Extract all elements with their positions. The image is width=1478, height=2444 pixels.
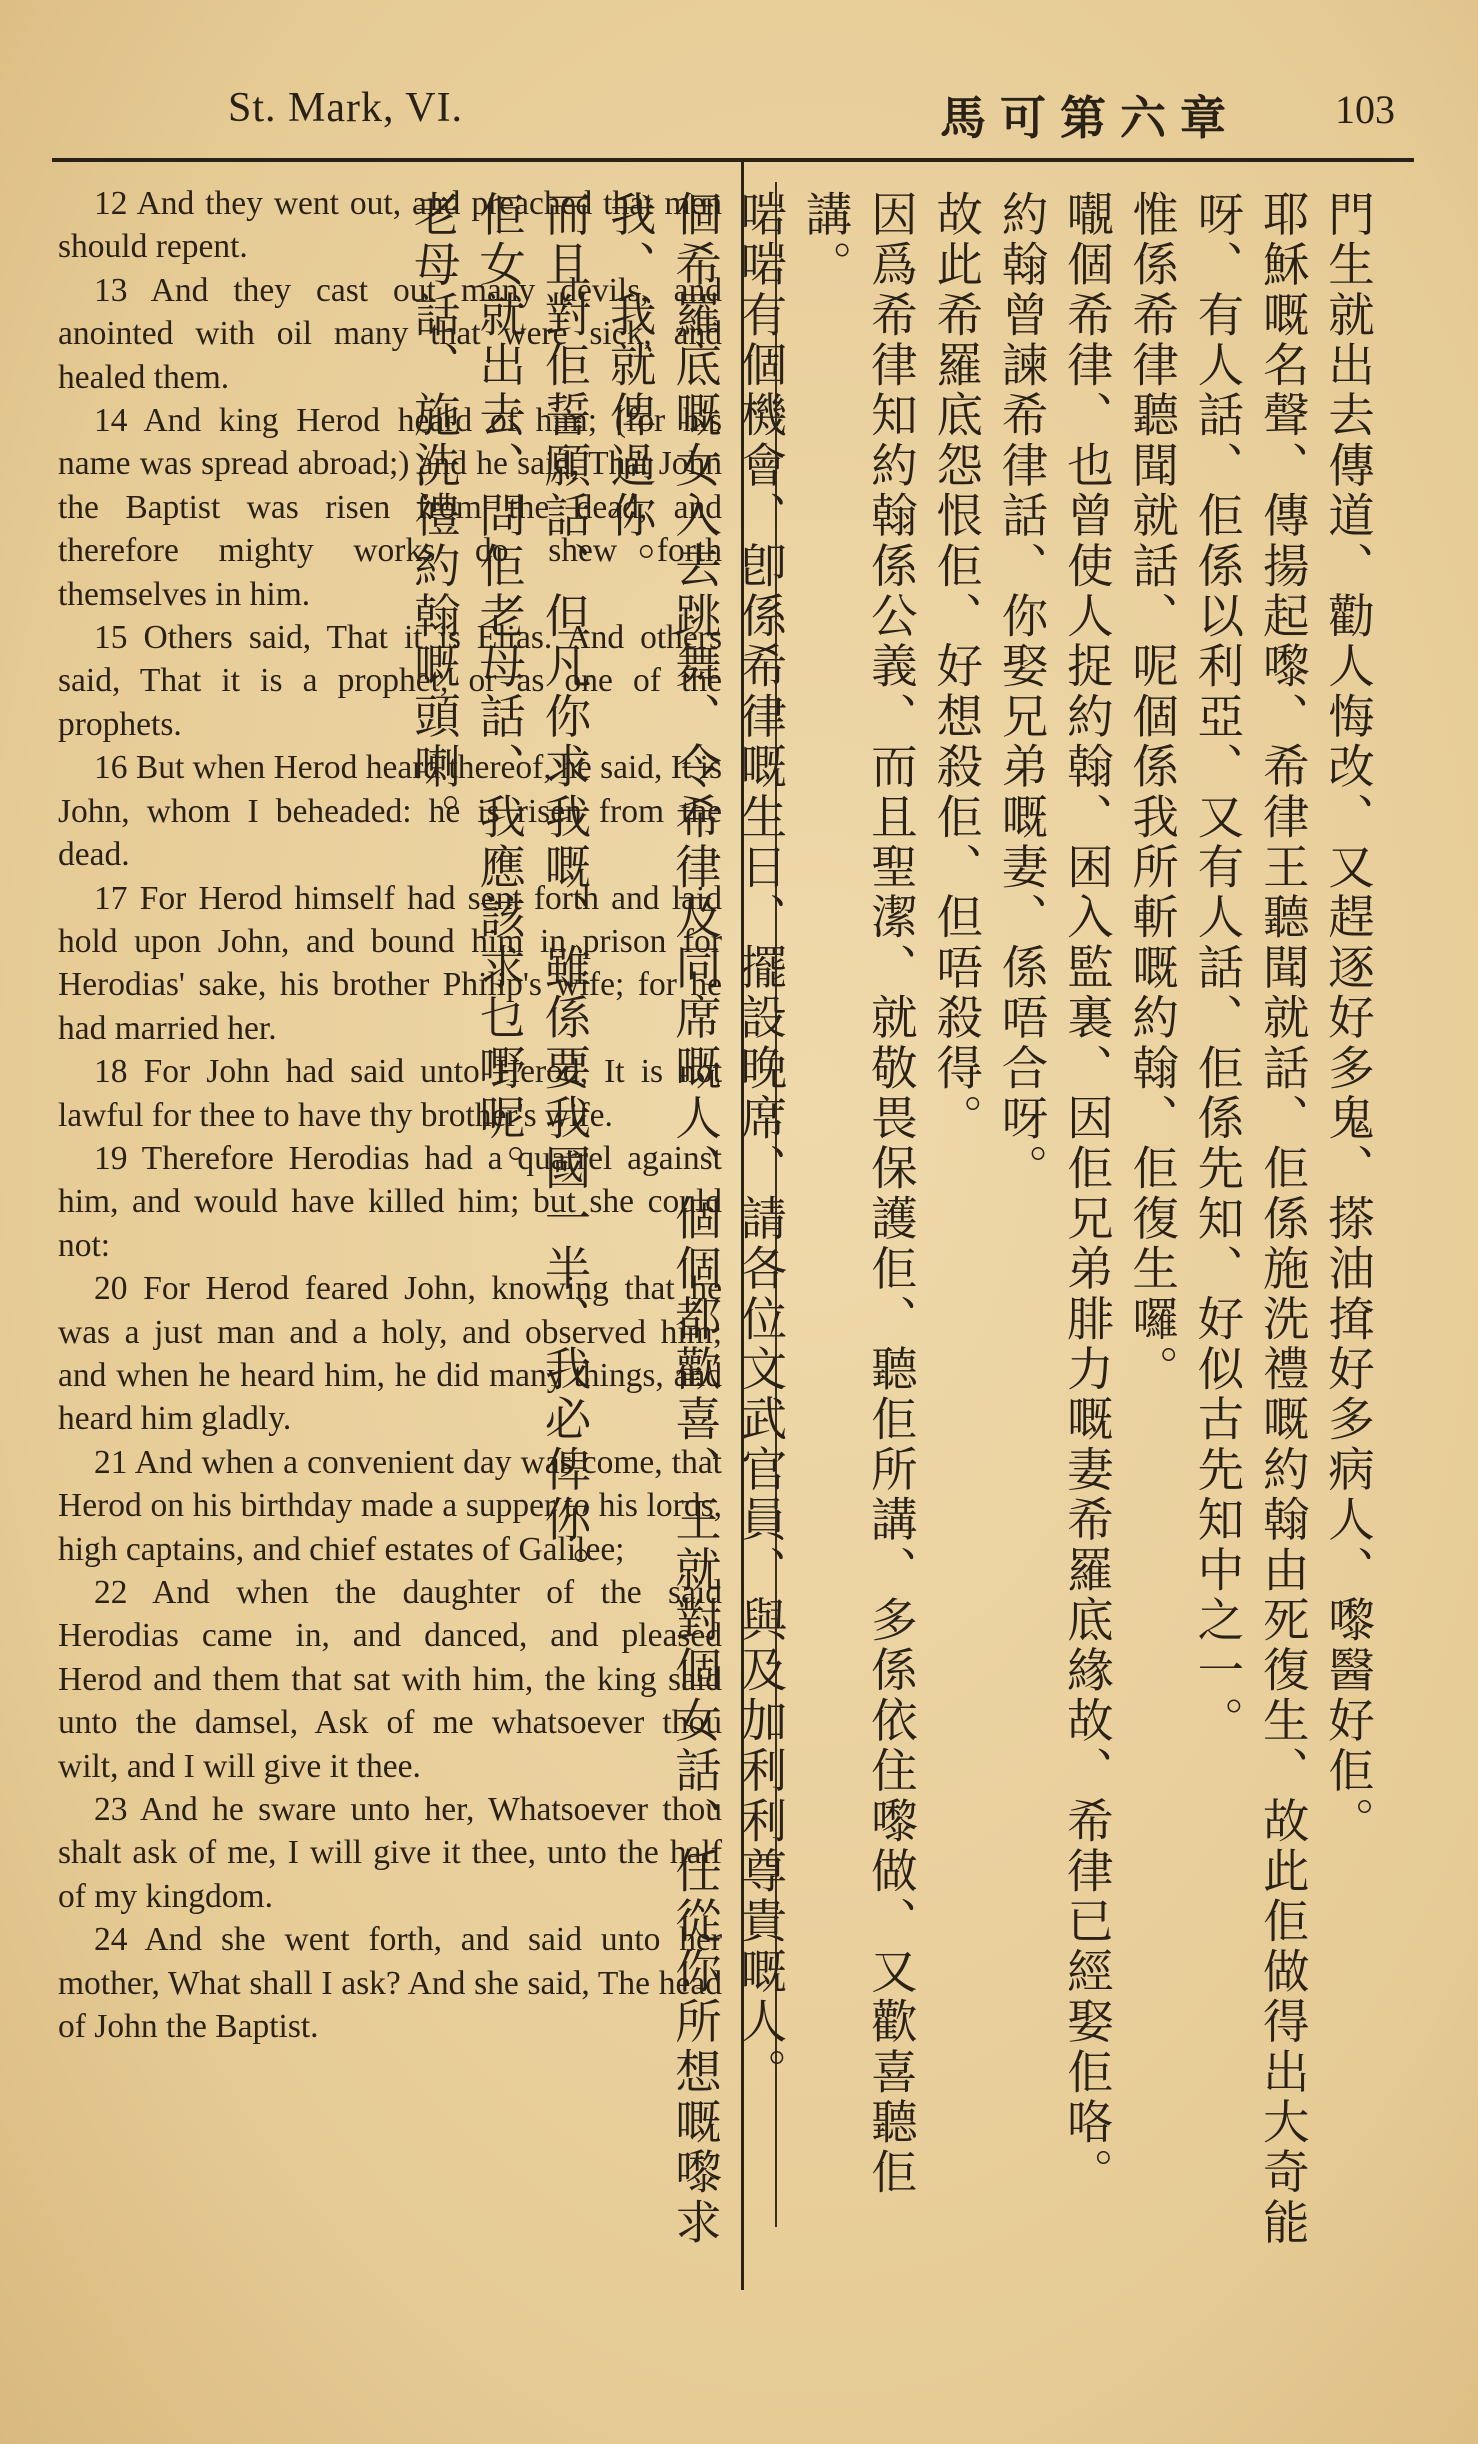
verse-23: 23 And he sware unto her, Whatsoever thou shalt ask of me, I will give it thee, unto the half of my kingdom.: [58, 1791, 722, 1915]
verse-15: 15 Others said, That it is Elias. And others said, That it is a prophet, or as one of the prophets.: [58, 619, 722, 743]
verse-22: 22 And when the daughter of the said Herodias came in, and danced, and pleased Herod and them that sat with him, the king said unto the damsel, Ask of me whatsoever thou wilt, and I will give it thee.: [58, 1574, 722, 1785]
header-rule: [52, 158, 1414, 162]
chinese-verse-12: 門生就出去傳道、勸人悔改、又趕逐好多鬼、搽油𢱕好多病人、嚟醫好佢。: [1321, 190, 1375, 1847]
verse-19: 19 Therefore Herodias had a quarrel against him, and would have killed him; but she could not:: [58, 1139, 722, 1264]
chinese-verse-24b: 老母話、施洗禮約翰嘅頭喇。: [406, 190, 461, 843]
chinese-verse-23: 而且對佢誓願話、但凡你求我嘅、雖係要我國一半、我必俾你。: [537, 190, 592, 1596]
chinese-verse-24: 佢女就出去、問佢老母話、我應該求乜嘢呢。: [472, 190, 527, 1194]
verse-12: 12 And they went out, and preached that men should repent.: [58, 185, 722, 266]
chinese-verse-18: 約翰曾諫希律話、你娶兄弟嘅妻、係唔合呀。: [994, 190, 1049, 1194]
verse-20: 20 For Herod feared John, knowing that he was a just man and a holy, and observed him; and when he heard him, he did many things, and heard him gladly.: [58, 1270, 722, 1438]
chinese-column: [406, 190, 1380, 2270]
chinese-verse-19: 故此希羅底怨恨佢、好想殺佢、但唔殺得。: [929, 190, 984, 1144]
chinese-verse-17: 𡃁個希律、也曾使人捉約翰、困入監裏、因佢兄弟腓力嘅妻希羅底緣故、希律已經娶佢咯。: [1059, 190, 1114, 2198]
verse-17: 17 For Herod himself had sent forth and laid hold upon John, and bound him in prison for Herodias' sake, his brother Philip's wife; for he had married her.: [58, 879, 722, 1047]
chinese-verse-20: 因爲希律知約翰係公義、而且聖潔、就敬畏保護佢、聽佢所講、多係依住嚟做、又歡喜聽佢講。: [798, 190, 918, 2198]
chinese-verse-22: 個希羅底嘅女入去跳舞、令希律及同席嘅人、個個都歡喜、王就對個女話、任從你所想嘅嚟求我、我就俾過你。: [602, 190, 723, 2249]
verse-16: 16 But when Herod heard thereof, he said, It is John, whom I beheaded: he is risen from the dead.: [58, 749, 722, 874]
page-number: 103: [1335, 87, 1395, 132]
chinese-verse-14-15: 耶穌嘅名聲、傳揚起嚟、希律王聽聞就話、佢係施洗禮嘅約翰由死復生、故此佢做得出大奇能呀、有人話、佢係以利亞、又有人話、佢係先知、好似古先知中之一。: [1190, 190, 1310, 2249]
running-header-english: St. Mark, VI.: [228, 85, 464, 131]
verse-24: 24 And she went forth, and said unto her mother, What shall I ask? And she said, The head of John the Baptist.: [58, 1921, 722, 2046]
verse-21: 21 And when a convenient day was come, that Herod on his birthday made a supper to his lords, high captains, and chief estates of Galilee;: [58, 1443, 722, 1568]
running-header-chinese: 馬可第六章: [940, 91, 1240, 145]
verse-18: 18 For John had said unto Herod, It is not lawful for thee to have thy brother's wife.: [58, 1053, 722, 1134]
chinese-verse-16: 惟係希律聽聞就話、呢個係我所斬嘅約翰、佢復生囉。: [1125, 190, 1180, 1395]
verse-14: 14 And king Herod heard of him; (for his name was spread abroad;) and he said, That John the Baptist was risen from the dead, and therefore mighty works do shew forth themselves in him.: [58, 402, 722, 613]
verse-13: 13 And they cast out many devils, and anointed with oil many that were sick, and healed them.: [58, 271, 722, 396]
chinese-verse-21: 啱啱有個機會、卽係希律嘅生日、擺設晚席、請各位文武官員、與及加利利尊貴嘅人。: [733, 190, 788, 2098]
